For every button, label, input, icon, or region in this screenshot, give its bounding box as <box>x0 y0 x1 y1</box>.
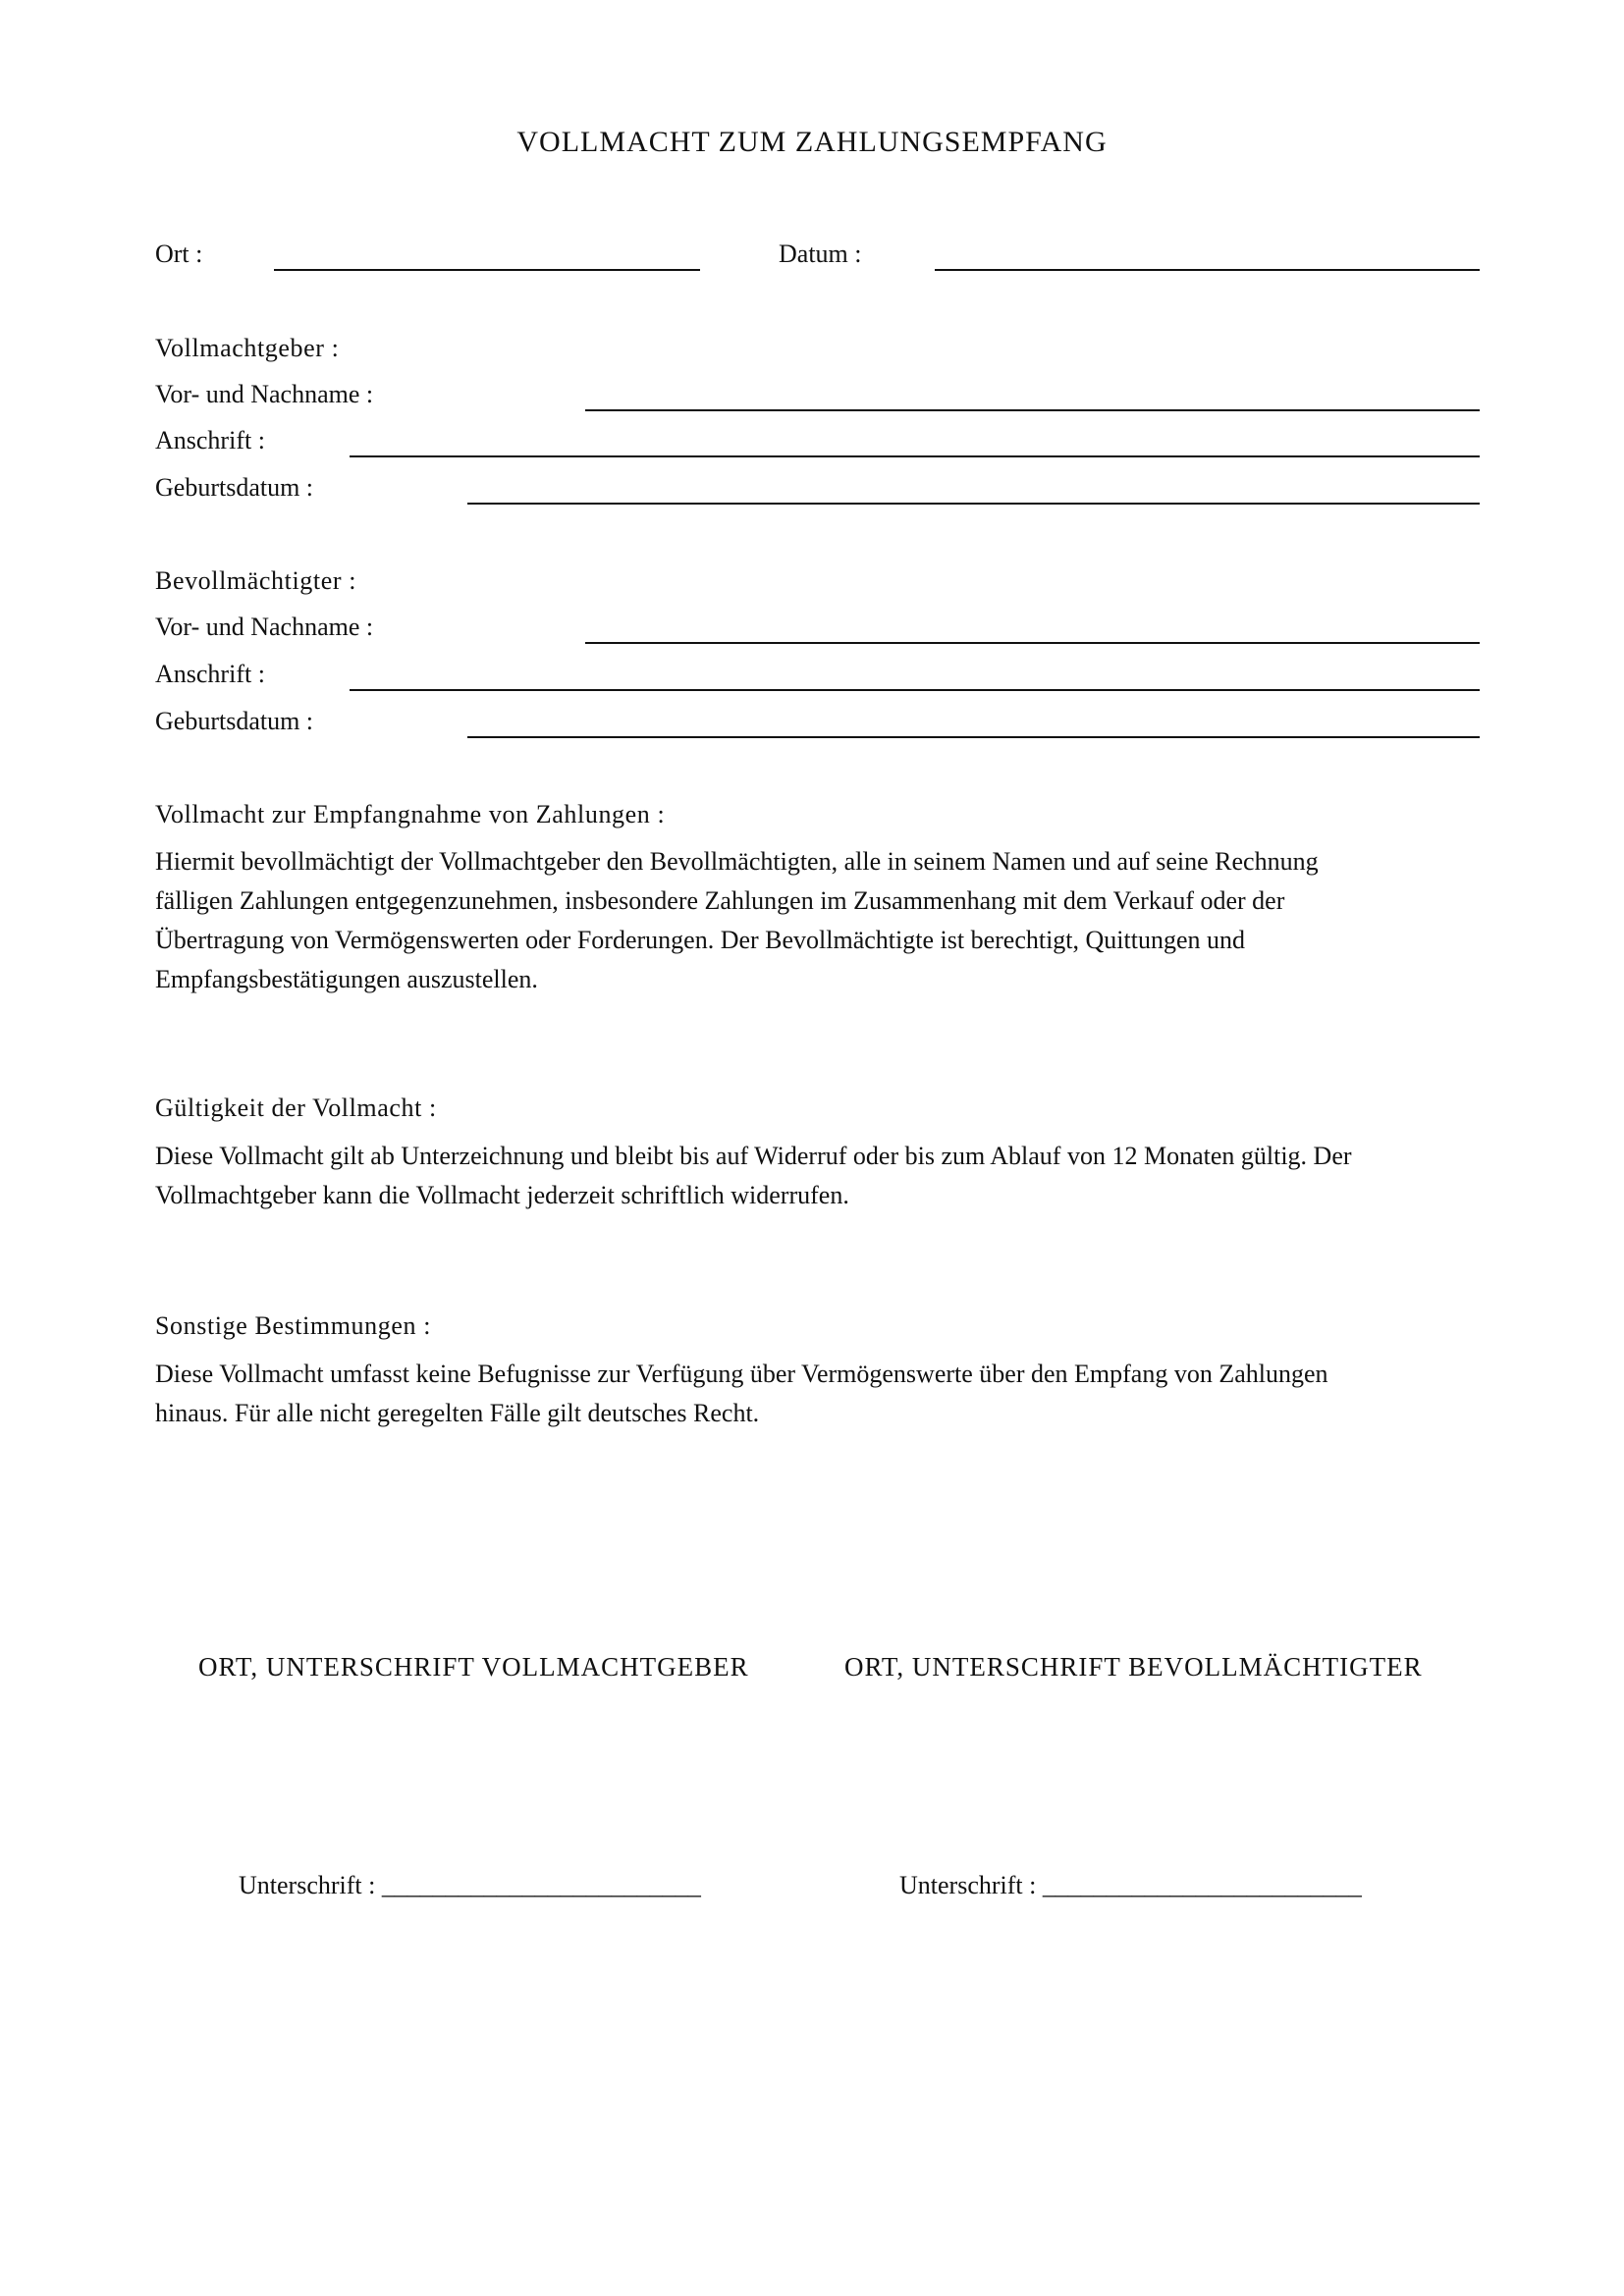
text-line: hinaus. Für alle nicht geregelten Fälle gilt deutsches Recht. <box>155 1399 760 1427</box>
text-line: Empfangsbestätigungen auszustellen. <box>155 965 538 993</box>
section-bestimmungen-text <box>155 1355 1490 1433</box>
signature-heading-vollmachtgeber: ORT, UNTERSCHRIFT VOLLMACHTGEBER <box>198 1652 749 1682</box>
document-title: VOLLMACHT ZUM ZAHLUNGSEMPFANG <box>516 126 1108 158</box>
section-empfangnahme-text <box>155 842 1490 999</box>
section-empfangnahme-heading: Vollmacht zur Empfangnahme von Zahlungen : <box>155 800 666 828</box>
bevollmaechtigter-heading: Bevollmächtigter : <box>155 566 357 595</box>
datum-label: Datum : <box>779 240 862 268</box>
vollmachtgeber-birthdate-label: Geburtsdatum : <box>155 473 314 502</box>
text-line: fälligen Zahlungen entgegenzunehmen, insbesondere Zahlungen im Zusammenhang mit dem Verkauf oder der <box>155 886 1285 915</box>
text-line: Diese Vollmacht umfasst keine Befugnisse zur Verfügung über Vermögenswerte über den Empfang von Zahlungen <box>155 1360 1328 1388</box>
text-line: Übertragung von Vermögenswerten oder Forderungen. Der Bevollmächtigte ist berechtigt, Quittungen und <box>155 926 1246 954</box>
vollmachtgeber-address-line[interactable] <box>350 455 1480 457</box>
vollmachtgeber-heading: Vollmachtgeber : <box>155 334 340 362</box>
signature-heading-bevollmaechtigter: ORT, UNTERSCHRIFT BEVOLLMÄCHTIGTER <box>844 1652 1423 1682</box>
text-line: Vollmachtgeber kann die Vollmacht jederzeit schriftlich widerrufen. <box>155 1181 849 1209</box>
bevollmaechtigter-name-label: Vor- und Nachname : <box>155 613 374 641</box>
bevollmaechtigter-address-label: Anschrift : <box>155 660 265 688</box>
datum-field-line[interactable] <box>935 269 1480 271</box>
vollmachtgeber-name-line[interactable] <box>585 409 1480 411</box>
bevollmaechtigter-birthdate-label: Geburtsdatum : <box>155 707 314 735</box>
text-line: Diese Vollmacht gilt ab Unterzeichnung und bleibt bis auf Widerruf oder bis zum Ablauf von 12 Monaten gültig. Der <box>155 1142 1352 1170</box>
vollmachtgeber-birthdate-line[interactable] <box>467 503 1480 505</box>
vollmachtgeber-name-label: Vor- und Nachname : <box>155 380 374 408</box>
signature-field-vollmachtgeber[interactable]: Unterschrift : _________________________ <box>239 1871 701 1899</box>
vollmachtgeber-address-label: Anschrift : <box>155 426 265 454</box>
text-line: Hiermit bevollmächtigt der Vollmachtgeber den Bevollmächtigten, alle in seinem Namen und auf seine Rechnung <box>155 847 1319 876</box>
bevollmaechtigter-address-line[interactable] <box>350 689 1480 691</box>
bevollmaechtigter-name-line[interactable] <box>585 642 1480 644</box>
section-gueltigkeit-heading: Gültigkeit der Vollmacht : <box>155 1094 437 1122</box>
ort-field-line[interactable] <box>274 269 700 271</box>
bevollmaechtigter-birthdate-line[interactable] <box>467 736 1480 738</box>
section-gueltigkeit-text <box>155 1137 1490 1215</box>
ort-label: Ort : <box>155 240 203 268</box>
section-bestimmungen-heading: Sonstige Bestimmungen : <box>155 1311 432 1340</box>
signature-field-bevollmaechtigter[interactable]: Unterschrift : _________________________ <box>899 1871 1362 1899</box>
